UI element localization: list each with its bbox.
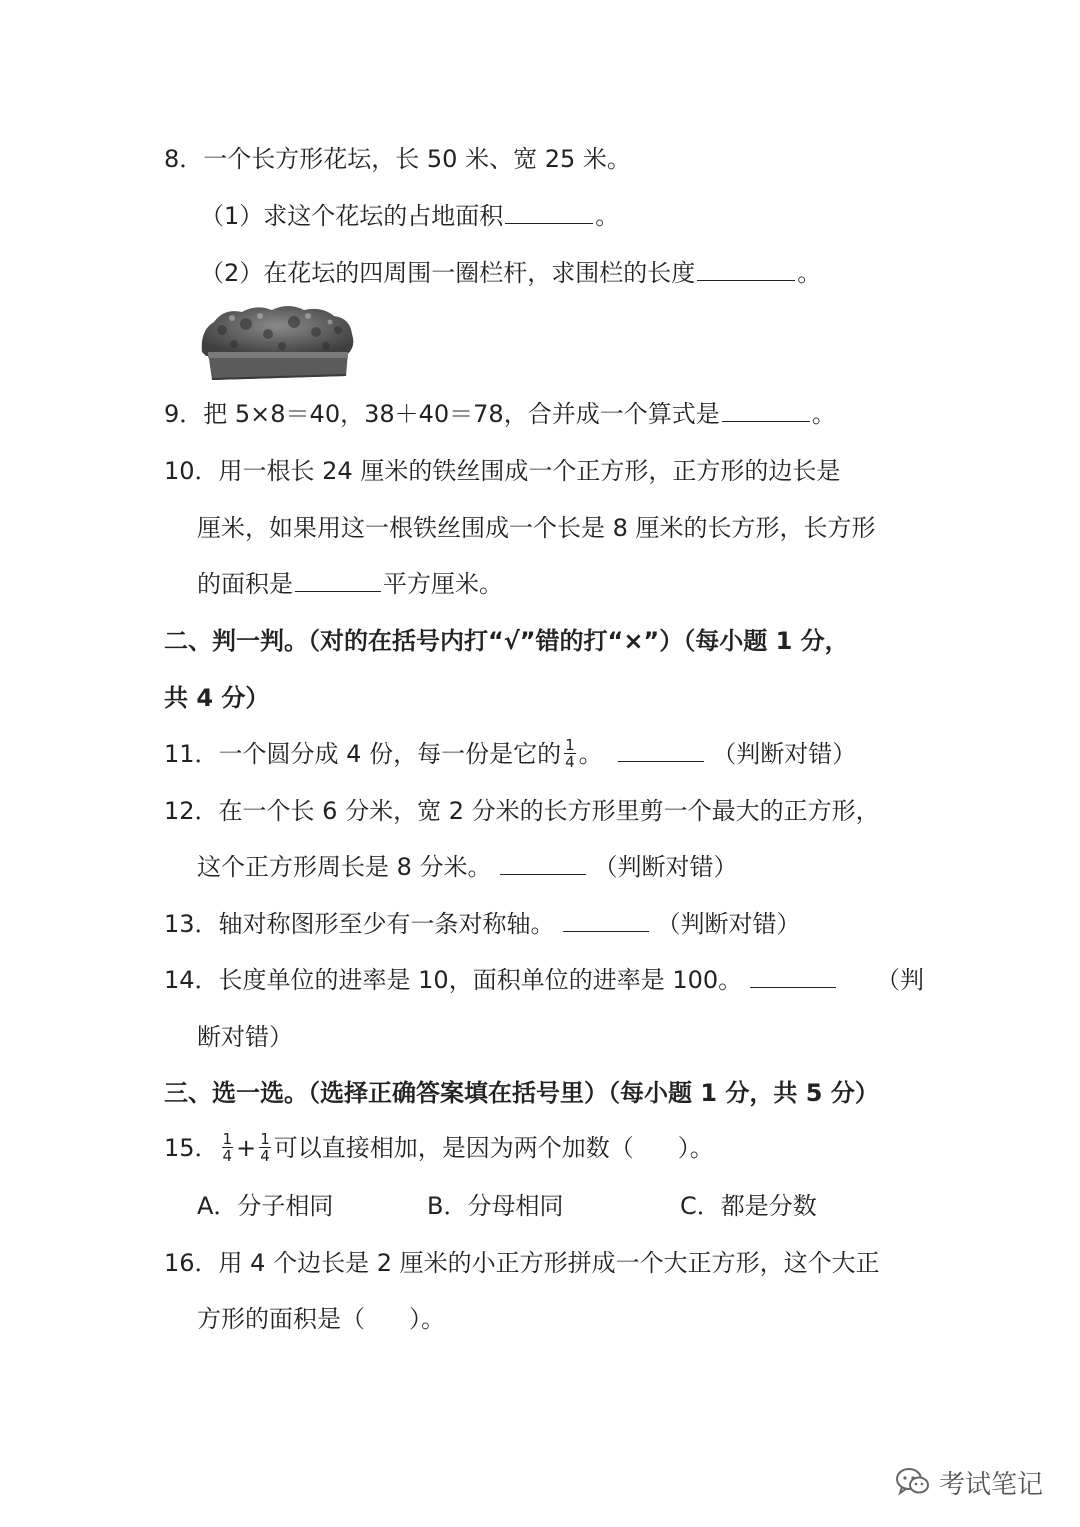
q15 [164,1126,714,1170]
answer-blank[interactable] [618,739,704,762]
q9-end: 。 [811,400,836,428]
answer-blank[interactable] [563,909,649,932]
q12-tail: （判断对错） [593,853,738,881]
q10-line3-a: 的面积是 [197,570,293,598]
answer-blank[interactable] [697,258,795,281]
q8-sub2-end: 。 [797,259,822,287]
section3-heading: 三、选一选。（选择正确答案填在括号里）（每小题 1 分，共 5 分） [164,1079,879,1107]
q11-after: 。 [578,740,603,768]
q8-sub1-text: （1）求这个花坛的占地面积 [200,202,504,230]
q10-line3-b: 平方厘米。 [383,570,503,598]
fraction-numerator: 1 [260,1129,270,1148]
fraction-denominator: 4 [222,1146,233,1165]
plus-sign: + [236,1134,257,1162]
answer-blank[interactable] [505,201,593,224]
watermark [895,1462,1043,1502]
fraction-numerator: 1 [222,1129,233,1148]
q9-text: 9．把 5×8＝40，38＋40＝78，合并成一个算式是 [164,400,720,428]
answer-blank[interactable] [722,399,810,422]
fraction-denominator: 4 [260,1146,270,1165]
answer-blank[interactable] [500,852,586,875]
q14-tail1: （判 [876,966,924,994]
option-a[interactable]: A．分子相同 [197,1192,334,1220]
q8-stem: 8．一个长方形花坛，长 50 米、宽 25 米。 [164,145,631,173]
q14-line1 [164,964,838,996]
wechat-icon [895,1466,931,1498]
answer-blank[interactable] [295,569,381,592]
q16-line2 [197,1303,445,1335]
q14-line2: 断对错） [197,1023,293,1051]
q8-sub2-text: （2）在花坛的四周围一圈栏杆，求围栏的长度 [200,259,696,287]
flowerbed-image [198,300,356,384]
q11-tail: （判断对错） [712,740,857,768]
q13-text: 13．轴对称图形至少有一条对称轴。 [164,910,555,938]
q10-line3 [197,568,503,600]
q12-line2-text: 这个正方形周长是 8 分米。 [197,853,492,881]
q15-end: ）。 [677,1134,714,1162]
section2-heading-line1: 二、判一判。（对的在括号内打“√”错的打“×”）（每小题 1 分， [164,627,849,655]
q15-prefix: 15． [164,1134,219,1162]
q15-options [197,1190,897,1222]
fraction [564,737,576,770]
fraction [259,1131,271,1164]
option-b[interactable]: B．分母相同 [427,1192,564,1220]
q13 [164,908,801,940]
q16-line1: 16．用 4 个边长是 2 厘米的小正方形拼成一个大正方形，这个大正 [164,1249,880,1277]
q9 [164,398,836,430]
q8-sub1-end: 。 [595,202,620,230]
q13-tail: （判断对错） [656,910,801,938]
q15-text: 可以直接相加，是因为两个加数（ [273,1134,634,1162]
q8-sub2 [200,257,821,289]
q12-line1: 12．在一个长 6 分米，宽 2 分米的长方形里剪一个最大的正方形， [164,797,880,825]
fraction-denominator: 4 [565,752,575,771]
q8-sub1 [200,200,619,232]
q14-text: 14．长度单位的进率是 10，面积单位的进率是 100。 [164,966,743,994]
fraction [222,1131,234,1164]
q11 [164,734,856,774]
watermark-text: 考试笔记 [939,1469,1044,1500]
q10-line1: 10．用一根长 24 厘米的铁丝围成一个正方形，正方形的边长是 [164,457,841,485]
q11-text: 11．一个圆分成 4 份，每一份是它的 [164,740,562,768]
answer-blank[interactable] [750,965,836,988]
fraction-numerator: 1 [565,735,575,754]
q16-line2-a: 方形的面积是（ [197,1305,365,1333]
q10-line2: 厘米，如果用这一根铁丝围成一个长是 8 厘米的长方形，长方形 [197,514,876,542]
q16-line2-b: ）。 [409,1305,445,1333]
section2-heading-line2: 共 4 分） [164,684,270,712]
option-c[interactable]: C．都是分数 [680,1192,817,1220]
q12-line2 [197,851,738,883]
